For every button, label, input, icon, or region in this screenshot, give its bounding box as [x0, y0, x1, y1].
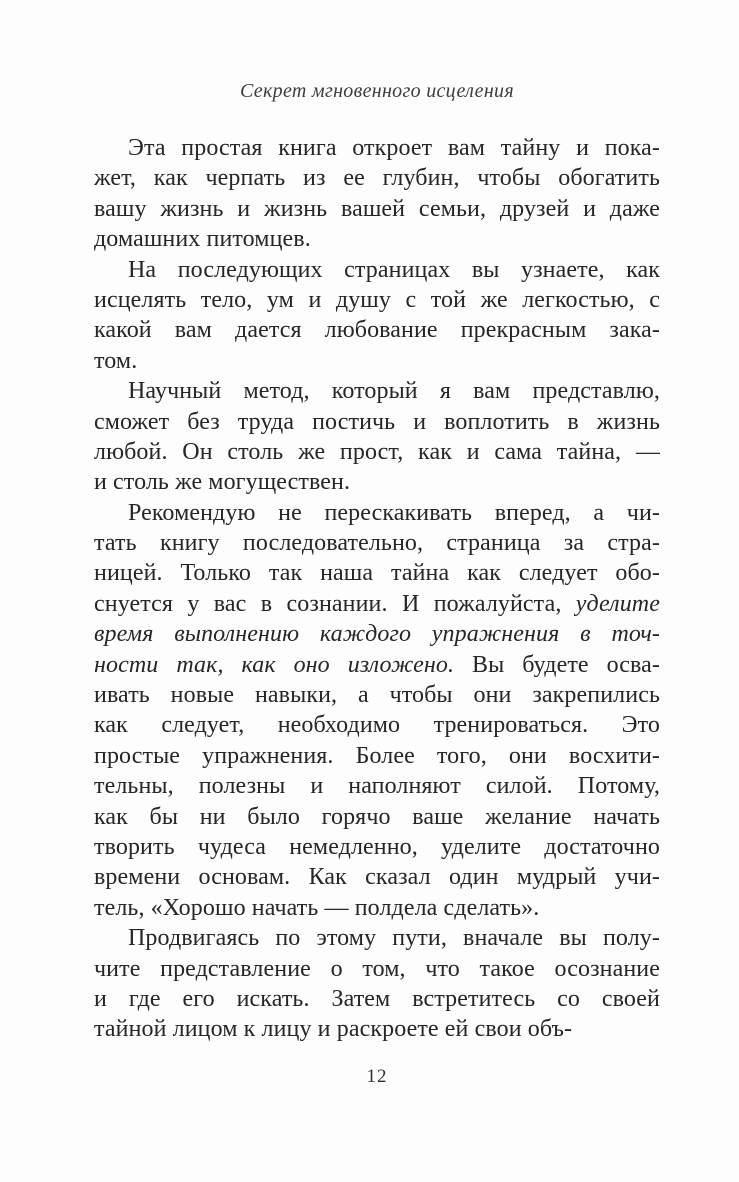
paragraph — [94, 498, 660, 923]
text-line — [94, 984, 660, 1014]
text-segment: тель, «Хорошо начать — полдела сделать». — [94, 894, 540, 921]
italic-text-segment: ности так, как оно изложено. — [94, 651, 455, 678]
text-line — [94, 498, 660, 528]
paragraph — [94, 255, 660, 377]
text-segment: сможет без труда постичь и воплотить в жизнь — [94, 408, 660, 435]
text-segment: тайной лицом к лицу и раскроете ей свои объ- — [94, 1016, 573, 1043]
text-line — [94, 802, 660, 832]
paragraph — [94, 923, 660, 1045]
text-segment: Рекомендую не перескакивать вперед, а чи- — [128, 499, 660, 526]
text-segment: Продвигаясь по этому пути, вначале вы полу- — [128, 925, 660, 952]
body-text — [94, 133, 660, 1045]
page-number: 12 — [366, 1066, 388, 1087]
text-segment: творить чудеса немедленно, уделите достаточно — [94, 833, 660, 860]
italic-text-segment: время выполнению каждого упражнения в точ- — [94, 621, 660, 648]
text-segment: чите представление о том, что такое осознание — [94, 955, 660, 982]
text-line — [94, 923, 660, 953]
text-segment: любой. Он столь же прост, как и сама тайна, — — [94, 438, 660, 465]
text-segment: ницей. Только так наша тайна как следует обо- — [94, 560, 660, 587]
paragraph — [94, 133, 660, 255]
text-line — [94, 194, 660, 224]
text-line — [94, 771, 660, 801]
paragraph — [94, 376, 660, 498]
text-segment: На последующих страницах вы узнаете, как — [128, 256, 660, 283]
text-line — [94, 224, 660, 254]
text-segment: домашних питомцев. — [94, 226, 311, 253]
text-segment: как бы ни было горячо ваше желание начать — [94, 803, 660, 830]
running-header: Секрет мгновенного исцеления — [240, 80, 514, 102]
text-segment: тать книгу последовательно, страница за стра- — [94, 530, 660, 557]
text-segment: жет, как черпать из ее глубин, чтобы обогатить — [94, 165, 660, 192]
text-line — [94, 467, 660, 497]
text-segment: Вы будете осва- — [454, 651, 660, 678]
text-segment: какой вам дается любование прекрасным зака- — [94, 317, 660, 344]
text-line — [94, 315, 660, 345]
text-line — [94, 710, 660, 740]
text-segment: и столь же могуществен. — [94, 469, 351, 496]
text-line — [94, 528, 660, 558]
text-line — [94, 558, 660, 588]
text-line — [94, 285, 660, 315]
text-line — [94, 619, 660, 649]
text-line — [94, 255, 660, 285]
text-line — [94, 954, 660, 984]
text-line — [94, 437, 660, 467]
text-segment: тельны, полезны и наполняют силой. Потому, — [94, 773, 660, 800]
text-line — [94, 680, 660, 710]
text-segment: и где его искать. Затем встретитесь со своей — [94, 985, 660, 1012]
text-segment: том. — [94, 347, 138, 374]
text-line — [94, 741, 660, 771]
text-segment: Научный метод, который я вам представлю, — [128, 378, 660, 405]
text-line — [94, 376, 660, 406]
text-line — [94, 893, 660, 923]
text-line — [94, 589, 660, 619]
text-segment: ивать новые навыки, а чтобы они закрепились — [94, 682, 660, 709]
text-line — [94, 650, 660, 680]
text-line — [94, 862, 660, 892]
text-line — [94, 1014, 660, 1044]
text-line — [94, 407, 660, 437]
text-segment: вашу жизнь и жизнь вашей семьи, друзей и даже — [94, 195, 660, 222]
text-segment: как следует, необходимо тренироваться. Это — [94, 712, 660, 739]
text-segment: Эта простая книга откроет вам тайну и пока- — [128, 135, 660, 161]
text-segment: времени основам. Как сказал один мудрый учи- — [94, 864, 660, 891]
text-segment: простые упражнения. Более того, они восхити- — [94, 742, 660, 769]
text-segment: исцелять тело, ум и душу с той же легкостью, с — [94, 286, 660, 313]
text-segment: снуется у вас в сознании. И пожалуйста, — [94, 590, 576, 617]
text-line — [94, 163, 660, 193]
text-line — [94, 133, 660, 163]
text-line — [94, 346, 660, 376]
italic-text-segment: уделите — [575, 590, 660, 617]
text-line — [94, 832, 660, 862]
